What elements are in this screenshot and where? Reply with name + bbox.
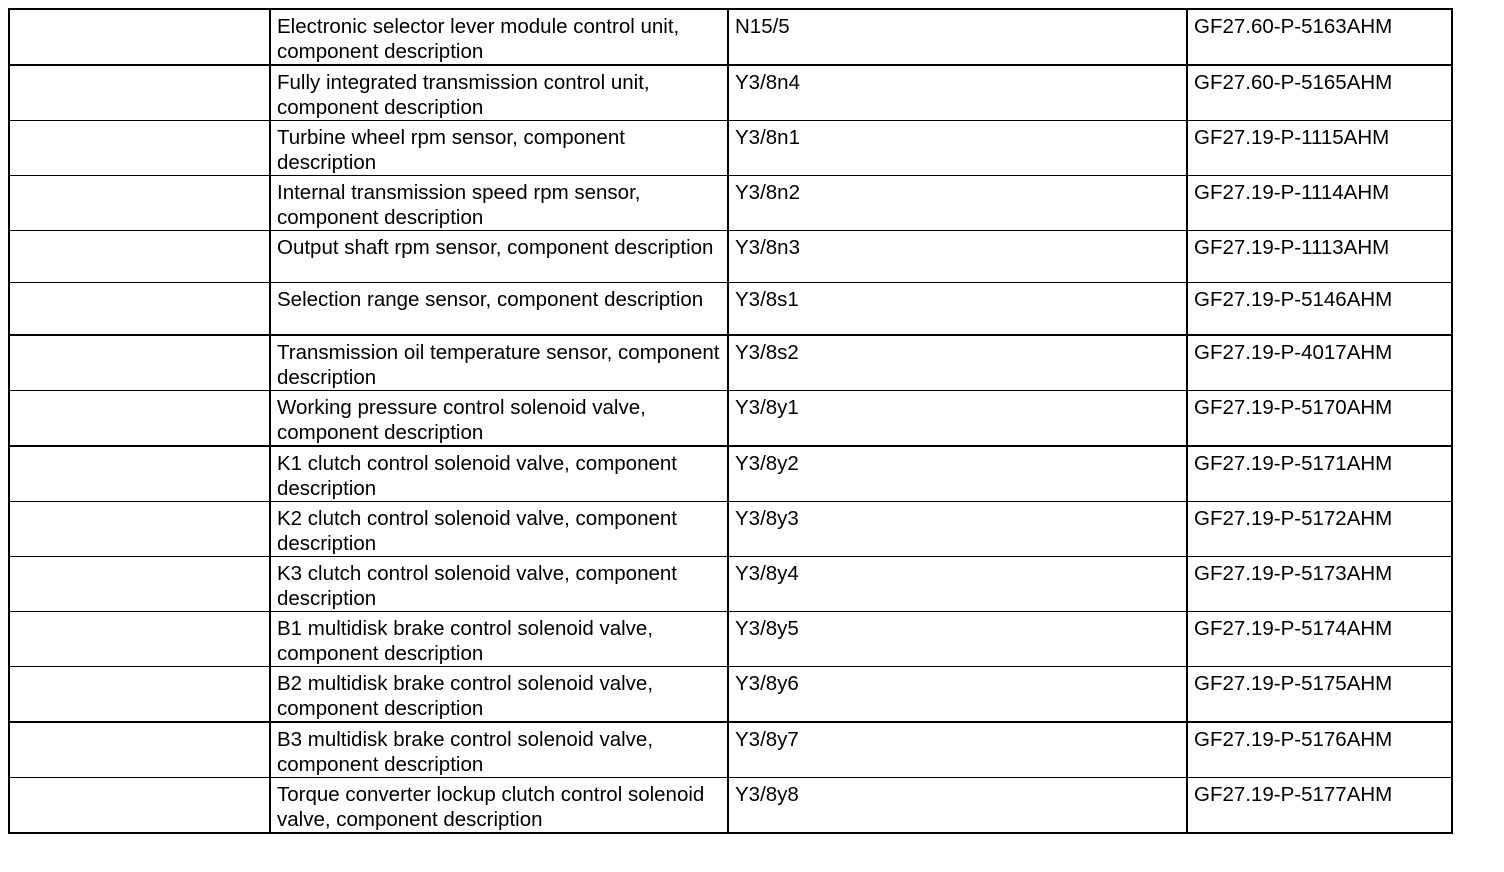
document-cell: GF27.19-P-1114AHM: [1187, 176, 1452, 231]
document-cell: GF27.19-P-5175AHM: [1187, 666, 1452, 722]
document-cell: GF27.19-P-5176AHM: [1187, 722, 1452, 778]
empty-cell: [9, 121, 270, 176]
code-cell: Y3/8s1: [728, 283, 1187, 335]
description-cell: Working pressure control solenoid valve, component description: [270, 390, 728, 446]
description-cell: Turbine wheel rpm sensor, component description: [270, 121, 728, 176]
empty-cell: [9, 446, 270, 502]
empty-cell: [9, 283, 270, 335]
empty-cell: [9, 176, 270, 231]
table-row: [9, 231, 1452, 283]
table-row: [9, 446, 1452, 502]
table-row: [9, 335, 1452, 391]
description-cell: B3 multidisk brake control solenoid valve, component description: [270, 722, 728, 778]
code-cell: Y3/8y6: [728, 666, 1187, 722]
description-cell: Transmission oil temperature sensor, component description: [270, 335, 728, 391]
code-cell: N15/5: [728, 9, 1187, 65]
document-cell: GF27.19-P-1113AHM: [1187, 231, 1452, 283]
document-cell: GF27.19-P-5146AHM: [1187, 283, 1452, 335]
code-cell: Y3/8s2: [728, 335, 1187, 391]
table-row: [9, 556, 1452, 611]
document-cell: GF27.19-P-4017AHM: [1187, 335, 1452, 391]
description-cell: K1 clutch control solenoid valve, component description: [270, 446, 728, 502]
description-cell: B2 multidisk brake control solenoid valve, component description: [270, 666, 728, 722]
document-cell: GF27.19-P-5173AHM: [1187, 556, 1452, 611]
empty-cell: [9, 231, 270, 283]
description-cell: Output shaft rpm sensor, component description: [270, 231, 728, 283]
table-row: [9, 722, 1452, 778]
code-cell: Y3/8y4: [728, 556, 1187, 611]
empty-cell: [9, 9, 270, 65]
table-row: [9, 283, 1452, 335]
code-cell: Y3/8y1: [728, 390, 1187, 446]
empty-cell: [9, 65, 270, 121]
code-cell: Y3/8y5: [728, 611, 1187, 666]
document-cell: GF27.19-P-5174AHM: [1187, 611, 1452, 666]
code-cell: Y3/8y3: [728, 501, 1187, 556]
code-cell: Y3/8n2: [728, 176, 1187, 231]
description-cell: K2 clutch control solenoid valve, component description: [270, 501, 728, 556]
code-cell: Y3/8n4: [728, 65, 1187, 121]
document-cell: GF27.19-P-5177AHM: [1187, 777, 1452, 833]
table-row: [9, 666, 1452, 722]
code-cell: Y3/8y7: [728, 722, 1187, 778]
description-cell: Torque converter lockup clutch control solenoid valve, component description: [270, 777, 728, 833]
empty-cell: [9, 666, 270, 722]
table-row: [9, 777, 1452, 833]
table-row: [9, 176, 1452, 231]
table-body: [9, 9, 1452, 833]
code-cell: Y3/8y8: [728, 777, 1187, 833]
component-table: [8, 8, 1453, 834]
document-cell: GF27.19-P-5170AHM: [1187, 390, 1452, 446]
document-cell: GF27.60-P-5163AHM: [1187, 9, 1452, 65]
description-cell: Internal transmission speed rpm sensor, component description: [270, 176, 728, 231]
description-cell: Fully integrated transmission control unit, component description: [270, 65, 728, 121]
table-row: [9, 65, 1452, 121]
empty-cell: [9, 556, 270, 611]
empty-cell: [9, 390, 270, 446]
empty-cell: [9, 722, 270, 778]
empty-cell: [9, 501, 270, 556]
empty-cell: [9, 777, 270, 833]
description-cell: Electronic selector lever module control unit, component description: [270, 9, 728, 65]
table-row: [9, 390, 1452, 446]
document-cell: GF27.60-P-5165AHM: [1187, 65, 1452, 121]
document-cell: GF27.19-P-5171AHM: [1187, 446, 1452, 502]
empty-cell: [9, 335, 270, 391]
description-cell: Selection range sensor, component description: [270, 283, 728, 335]
document-cell: GF27.19-P-5172AHM: [1187, 501, 1452, 556]
table-row: [9, 611, 1452, 666]
table-row: [9, 121, 1452, 176]
code-cell: Y3/8n1: [728, 121, 1187, 176]
code-cell: Y3/8y2: [728, 446, 1187, 502]
document-cell: GF27.19-P-1115AHM: [1187, 121, 1452, 176]
table-row: [9, 501, 1452, 556]
code-cell: Y3/8n3: [728, 231, 1187, 283]
table-row: [9, 9, 1452, 65]
empty-cell: [9, 611, 270, 666]
description-cell: B1 multidisk brake control solenoid valve, component description: [270, 611, 728, 666]
description-cell: K3 clutch control solenoid valve, component description: [270, 556, 728, 611]
